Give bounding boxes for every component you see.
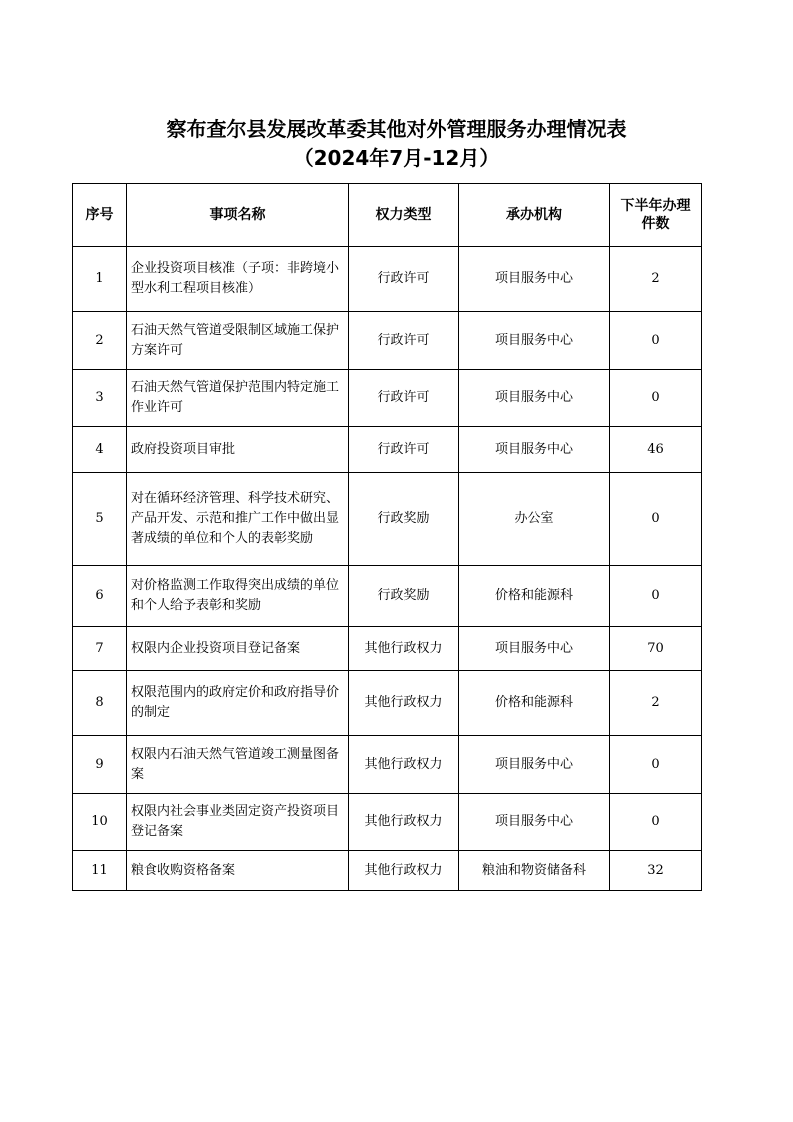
cell-organization: 项目服务中心	[459, 427, 610, 473]
cell-count: 2	[610, 247, 702, 312]
cell-item-name: 企业投资项目核准（子项：非跨境小型水利工程项目核准）	[127, 247, 349, 312]
header-seq: 序号	[73, 184, 127, 247]
cell-seq: 10	[73, 794, 127, 851]
cell-organization: 办公室	[459, 473, 610, 566]
table-row	[73, 370, 702, 427]
cell-organization: 项目服务中心	[459, 370, 610, 427]
cell-item-name: 政府投资项目审批	[127, 427, 349, 473]
table-row	[73, 566, 702, 627]
cell-seq: 2	[73, 312, 127, 370]
cell-count: 0	[610, 736, 702, 794]
table-row	[73, 794, 702, 851]
cell-seq: 8	[73, 671, 127, 736]
cell-organization: 项目服务中心	[459, 627, 610, 671]
header-power-type: 权力类型	[349, 184, 459, 247]
table-header-row	[73, 184, 702, 247]
header-item-name: 事项名称	[127, 184, 349, 247]
cell-item-name: 石油天然气管道保护范围内特定施工作业许可	[127, 370, 349, 427]
cell-power-type: 其他行政权力	[349, 671, 459, 736]
cell-count: 0	[610, 566, 702, 627]
cell-organization: 项目服务中心	[459, 794, 610, 851]
page-subtitle-period: （2024年7月-12月）	[293, 146, 500, 170]
cell-seq: 7	[73, 627, 127, 671]
cell-power-type: 行政许可	[349, 370, 459, 427]
cell-count: 0	[610, 473, 702, 566]
cell-power-type: 其他行政权力	[349, 627, 459, 671]
cell-count: 0	[610, 312, 702, 370]
cell-seq: 3	[73, 370, 127, 427]
cell-seq: 1	[73, 247, 127, 312]
cell-seq: 9	[73, 736, 127, 794]
cell-seq: 4	[73, 427, 127, 473]
cell-count: 70	[610, 627, 702, 671]
cell-item-name: 权限范围内的政府定价和政府指导价的制定	[127, 671, 349, 736]
cell-item-name: 权限内企业投资项目登记备案	[127, 627, 349, 671]
cell-power-type: 其他行政权力	[349, 851, 459, 891]
cell-organization: 项目服务中心	[459, 736, 610, 794]
cell-item-name: 对在循环经济管理、科学技术研究、产品开发、示范和推广工作中做出显著成绩的单位和个人的表彰奖励	[127, 473, 349, 566]
cell-count: 46	[610, 427, 702, 473]
cell-organization: 价格和能源科	[459, 671, 610, 736]
cell-power-type: 行政许可	[349, 427, 459, 473]
table-row	[73, 627, 702, 671]
table-row	[73, 427, 702, 473]
cell-organization: 项目服务中心	[459, 247, 610, 312]
cell-organization: 价格和能源科	[459, 566, 610, 627]
page-title: 察布查尔县发展改革委其他对外管理服务办理情况表	[166, 117, 627, 141]
cell-seq: 5	[73, 473, 127, 566]
cell-power-type: 行政奖励	[349, 473, 459, 566]
table-row	[73, 736, 702, 794]
cell-organization: 粮油和物资储备科	[459, 851, 610, 891]
cell-organization: 项目服务中心	[459, 312, 610, 370]
cell-count: 32	[610, 851, 702, 891]
table-row	[73, 312, 702, 370]
cell-power-type: 行政奖励	[349, 566, 459, 627]
cell-item-name: 对价格监测工作取得突出成绩的单位和个人给予表彰和奖励	[127, 566, 349, 627]
cell-seq: 6	[73, 566, 127, 627]
table-row	[73, 671, 702, 736]
table-row	[73, 851, 702, 891]
cell-count: 0	[610, 370, 702, 427]
cell-power-type: 行政许可	[349, 247, 459, 312]
cell-item-name: 权限内石油天然气管道竣工测量图备案	[127, 736, 349, 794]
table-row	[73, 473, 702, 566]
cell-power-type: 其他行政权力	[349, 794, 459, 851]
cell-power-type: 其他行政权力	[349, 736, 459, 794]
header-count: 下半年办理件数	[610, 184, 702, 247]
cell-item-name: 粮食收购资格备案	[127, 851, 349, 891]
services-table	[72, 183, 702, 891]
cell-seq: 11	[73, 851, 127, 891]
cell-item-name: 权限内社会事业类固定资产投资项目登记备案	[127, 794, 349, 851]
cell-power-type: 行政许可	[349, 312, 459, 370]
table-row	[73, 247, 702, 312]
cell-item-name: 石油天然气管道受限制区域施工保护方案许可	[127, 312, 349, 370]
cell-count: 2	[610, 671, 702, 736]
cell-count: 0	[610, 794, 702, 851]
header-organization: 承办机构	[459, 184, 610, 247]
